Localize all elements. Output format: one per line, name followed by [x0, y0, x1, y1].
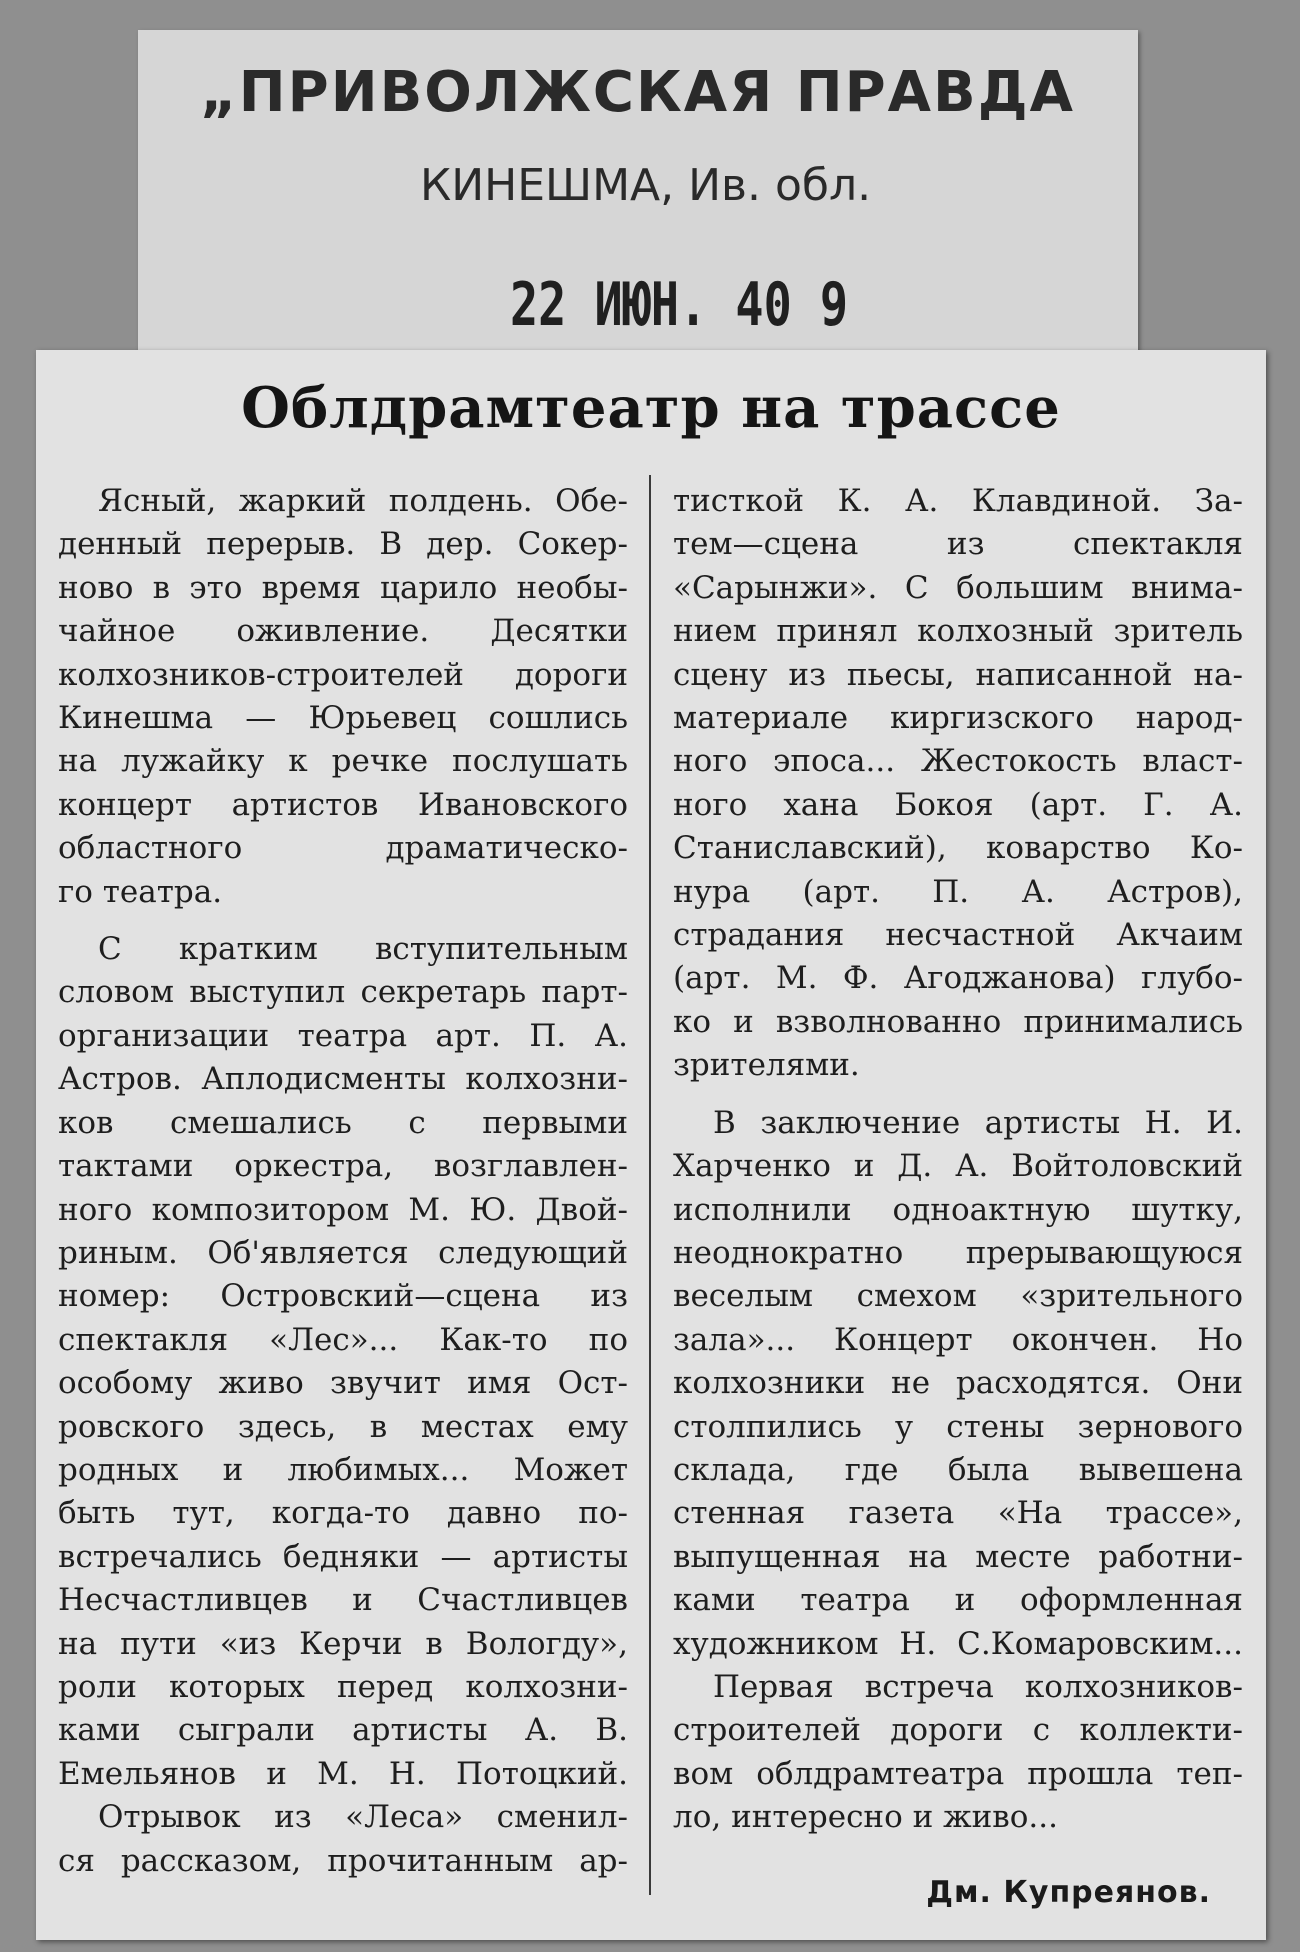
article-text-line: Емельянов и М. Н. Потоцкий.: [58, 1755, 628, 1792]
article-text-line: встречались бедняки — артисты: [58, 1538, 628, 1575]
article-text-line: неоднократно прерывающуюся: [673, 1234, 1243, 1271]
article-text-line: Первая встреча колхозников-: [713, 1668, 1243, 1705]
article-text-line: веселым смехом «зрительного: [673, 1278, 1243, 1315]
article-text-line: ново в это время царило необы-: [58, 569, 628, 606]
article-text-line: «Сарынжи». С большим внима-: [673, 569, 1243, 606]
newspaper-name-stamp: „ПРИВОЛЖСКАЯ ПРАВДА: [200, 60, 1075, 125]
date-stamp: 22 ИЮН. 40 9: [510, 270, 849, 340]
article-text-line: Станиславский), коварство Ко-: [673, 830, 1243, 867]
article-text-line: ло, интересно и живо...: [673, 1799, 1058, 1836]
article-column-right: [673, 480, 1243, 1840]
article-headline: Облдрамтеатр на трассе: [241, 375, 1061, 441]
article-text-line: денный перерыв. В дер. Сокер-: [58, 526, 628, 563]
article-text-line: ся рассказом, прочитанным ар-: [58, 1842, 628, 1879]
article-text-line: художником Н. С.Комаровским...: [673, 1625, 1243, 1662]
article-text-line: Отрывок из «Леса» сменил-: [98, 1799, 628, 1836]
article-text-line: сцену из пьесы, написанной на-: [673, 656, 1243, 693]
article-text-line: столпились у стены зернового: [673, 1408, 1243, 1445]
article-text-line: номер: Островский—сцена из: [58, 1278, 628, 1315]
article-text-line: ков смешались с первыми: [58, 1104, 628, 1141]
article-text-line: тактами оркестра, возглавлен-: [58, 1148, 628, 1185]
article-text-line: строителей дороги с коллекти-: [673, 1712, 1243, 1749]
article-text-line: склада, где была вывешена: [673, 1451, 1243, 1488]
article-text-line: исполнили одноактную шутку,: [673, 1191, 1243, 1228]
article-text-line: на лужайку к речке послушать: [58, 743, 628, 780]
article-text-line: Астров. Аплодисменты колхозни-: [58, 1061, 628, 1098]
article-text-line: на пути «из Керчи в Вологду»,: [58, 1625, 628, 1662]
article-text-line: зрителями.: [673, 1047, 860, 1084]
article-text-line: тисткой К. А. Клавдиной. За-: [673, 483, 1243, 519]
article-text-line: родных и любимых... Может: [58, 1451, 628, 1488]
article-text-line: особому живо звучит имя Ост-: [58, 1365, 628, 1402]
article-text-line: ного хана Бокоя (арт. Г. А.: [673, 786, 1243, 823]
article-text-line: тем—сцена из спектакля: [673, 526, 1243, 563]
article-text-line: концерт артистов Ивановского: [58, 786, 628, 823]
article-text-line: ко и взволнованно принимались: [673, 1003, 1243, 1040]
article-text-line: нура (арт. П. А. Астров),: [673, 873, 1243, 910]
article-text-line: стенная газета «На трассе»,: [673, 1495, 1243, 1532]
article-text-line: зала»... Концерт окончен. Но: [673, 1321, 1243, 1358]
article-text-line: выпущенная на месте работни-: [673, 1538, 1243, 1575]
article-text-line: чайное оживление. Десятки: [58, 613, 628, 650]
article-text-line: вом облдрамтеатра прошла теп-: [673, 1755, 1243, 1792]
article-text-line: быть тут, когда-то давно по-: [58, 1495, 628, 1532]
article-text-line: ного эпоса... Жестокость власт-: [673, 743, 1243, 780]
article-text-line: Кинешма — Юрьевец сошлись: [58, 700, 628, 737]
article-text-line: В заключение артисты Н. И.: [713, 1104, 1243, 1141]
article-text-line: Несчастливцев и Счастливцев: [58, 1582, 628, 1619]
article-text-line: (арт. М. Ф. Агоджанова) глубо-: [673, 960, 1243, 997]
article-text-line: спектакля «Лес»... Как-то по: [58, 1321, 628, 1358]
article-text-line: С кратким вступительным: [98, 931, 628, 968]
article-text-line: словом выступил секретарь парт-: [58, 974, 628, 1011]
article-text-line: организации театра арт. П. А.: [58, 1017, 628, 1054]
article-text-line: Харченко и Д. А. Войтоловский: [673, 1148, 1243, 1185]
article-text-line: колхозники не расходятся. Они: [673, 1365, 1243, 1402]
article-text-line: нием принял колхозный зритель: [673, 613, 1243, 650]
article-text-line: материале киргизского народ-: [673, 700, 1243, 737]
article-text-line: Ясный, жаркий полдень. Обе-: [98, 483, 628, 519]
article-text-line: ного композитором М. Ю. Двой-: [58, 1191, 628, 1228]
article-text-line: го театра.: [58, 873, 223, 910]
article-text-line: роли которых перед колхозни-: [58, 1668, 628, 1705]
newspaper-clipping: [36, 350, 1266, 1940]
article-text-line: риным. Об'являетcя следующий: [58, 1234, 628, 1271]
article-text-line: ровского здесь, в местах ему: [58, 1408, 628, 1445]
article-text-line: областного драматическо-: [58, 830, 628, 867]
article-text-line: колхозников-строителей дороги: [58, 656, 628, 693]
city-stamp: КИНЕШМА, Ив. обл.: [420, 160, 872, 211]
paragraph-gap: [58, 914, 628, 928]
article-text-line: ками сыграли артисты А. В.: [58, 1712, 628, 1749]
article-text-line: страдания несчастной Акчаим: [673, 917, 1243, 954]
article-signature: Дм. Купреянов.: [926, 1875, 1211, 1910]
article-text-line: ками театра и оформленная: [673, 1582, 1243, 1619]
column-divider: [649, 475, 651, 1895]
paragraph-gap: [673, 1088, 1243, 1102]
article-column-left: [58, 480, 628, 1883]
